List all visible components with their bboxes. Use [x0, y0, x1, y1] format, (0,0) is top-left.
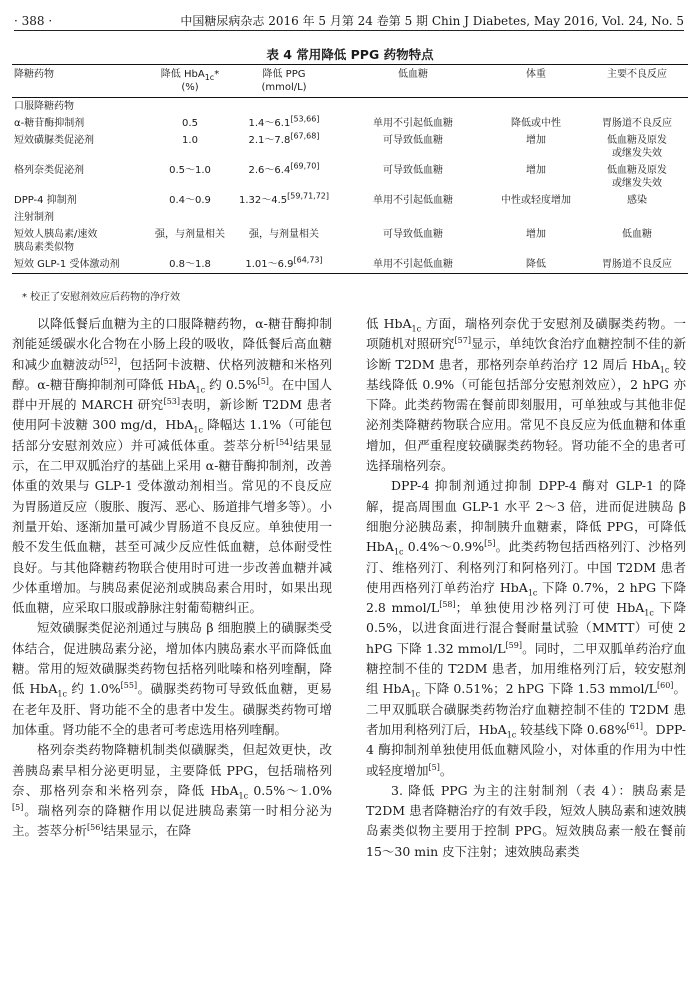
hypoglycemia-value: 单用不引起低血糖 [373, 118, 453, 129]
group-label: 口服降糖药物 [14, 101, 74, 112]
adverse-value: 低血糖及原发 或继发失效 [607, 165, 667, 189]
paragraph: 格列奈类药物降糖机制类似磺脲类，但起效更快，改善胰岛素早相分泌更明显，主要降低 PPG，包括瑞格列奈、那格列奈和米格列奈，降低 HbA$_{1c}$ 0.5%～1.0%[5]。瑞格列奈的降糖作用以促进胰岛素第一时相分泌为主。荟萃分析[56]结果显示，在降 [12, 742, 332, 839]
adverse-value: 低血糖及原发 或继发失效 [607, 135, 667, 159]
adverse-value: 感染 [627, 195, 647, 206]
drug-table [12, 64, 688, 274]
right-column [366, 314, 686, 862]
table-row [12, 226, 688, 256]
table-caption: 表 4 常用降低 PPG 药物特点 [266, 47, 434, 62]
drug-name: 短效磺脲类促泌剂 [14, 135, 94, 146]
ppg-value: 2.1～7.8[67,68] [248, 131, 320, 146]
table-row [12, 192, 688, 209]
ppg-value: 强，与剂量相关 [249, 229, 319, 240]
adverse-value: 低血糖 [622, 229, 652, 240]
table-footnote: * 校正了安慰剂效应后药物的净疗效 [22, 292, 181, 303]
paragraph: DPP-4 抑制剂通过抑制 DPP-4 酶对 GLP-1 的降解，提高周围血 GLP-1 水平 2～3 倍，进而促进胰岛 β 细胞分泌胰岛素，抑制胰升血糖素，降低 PPG，可降低 HbA$_{1c}$ 0.4%～0.9%[5]。此类药物包括西格列汀、沙格列汀、维格列汀、利格列汀和阿格列汀。中国 T2DM 患者使用西格列汀单药治疗 HbA$_{1c}$ 下降 0.7%，2 hPG 下降 2.8 mmol/L[58]；单独使用沙格列汀可使 HbA$_{1c}$ 下降 0.5%，以进食面进行混合餐耐量试验（MMTT）可使 2 hPG 下降 1.32 mmol/L[59]。同时，二甲双胍单药治疗血糖控制不佳的 T2DM 患者，加用维格列汀后，较安慰剂组 HbA$_{1c}$ 下降 0.51%；2 hPG 下降 1.53 mmol/L[60]。二甲双胍联合磺脲类药物治疗血糖控制不佳的 T2DM 患者加用利格列汀后，HbA$_{1c}$ 较基线下降 0.68%[61]。DPP-4 酶抑制剂单独使用低血糖风险小，对体重的作用为中性或轻度增加[5]。 [366, 478, 687, 778]
table-row [12, 132, 688, 162]
hba1c-value: 0.8～1.8 [169, 259, 211, 270]
header-hba1c: 降低 HbA$_{1c}$* (%) [160, 69, 220, 93]
table-row [12, 256, 688, 274]
ppg-value: 1.4～6.1[53,66] [248, 114, 320, 129]
hba1c-value: 1.0 [182, 135, 198, 146]
weight-value: 增加 [526, 229, 546, 240]
weight-value: 增加 [526, 165, 546, 176]
table-header-row [12, 65, 688, 98]
table-group-row [12, 98, 688, 116]
group-label: 注射制剂 [14, 212, 54, 223]
drug-name: DPP-4 抑制剂 [14, 195, 77, 206]
table-group-row [12, 209, 688, 226]
ppg-value: 1.01～6.9[64,73] [245, 255, 323, 270]
ppg-value: 1.32～4.5[59,71,72] [238, 191, 330, 206]
weight-value: 增加 [526, 135, 546, 146]
header-drug: 降糖药物 [14, 69, 54, 80]
hypoglycemia-value: 单用不引起低血糖 [373, 195, 453, 206]
page-number: · 388 · [14, 14, 53, 28]
header-adverse: 主要不良反应 [607, 69, 667, 80]
paragraph: 3. 降低 PPG 为主的注射制剂（表 4）：胰岛素是 T2DM 患者降糖治疗的有效手段，短效人胰岛素和速效胰岛素类似物主要用于控制 PPG。短效胰岛素一般在餐前 15～30 min 皮下注射；速效胰岛素类 [366, 782, 686, 859]
hba1c-value: 0.5～1.0 [169, 165, 211, 176]
hypoglycemia-value: 可导致低血糖 [383, 135, 443, 146]
hba1c-value: 0.4～0.9 [169, 195, 211, 206]
drug-name: 短效人胰岛素/速效 胰岛素类似物 [14, 229, 98, 253]
header-hypoglycemia: 低血糖 [398, 69, 428, 80]
header-weight: 体重 [526, 69, 546, 80]
left-column [12, 314, 332, 842]
drug-name: 格列奈类促泌剂 [14, 165, 84, 176]
paragraph: 以降低餐后血糖为主的口服降糖药物，α-糖苷酶抑制剂能延缓碳水化合物在小肠上段的吸收，降低餐后高血糖和减少血糖波动[52]，包括阿卡波糖、伏格列波糖和米格列醇。α-糖苷酶抑制剂可降低 HbA$_{1c}$ 约 0.5%[5]。在中国人群中开展的 MARCH 研究[53]表明，新诊断 T2DM 患者使用阿卡波糖 300 mg/d，HbA$_{1c}$ 降幅达 1.1%（可能包括部分安慰剂效应）并可减低体重。荟萃分析[54]结果显示，在二甲双胍治疗的基础上采用 α-糖苷酶抑制剂，改善体重的效果与 GLP-1 受体激动剂相当。常见的不良反应为胃肠道反应（腹胀、腹泻、恶心、肠道排气增多等）。小剂量开始、逐渐加量可减少胃肠道不良反应。单独使用一般不发生低血糖，甚至可减少反应性低血糖，总体耐受性良好。与其他降糖药物联合使用时可进一步改善血糖并减少体重增加。与胰岛素促泌剂或胰岛素合用时，如果出现低血糖，应采取口服或静脉注射葡萄糖纠正。 [12, 316, 333, 616]
hypoglycemia-value: 可导致低血糖 [383, 229, 443, 240]
table-body [12, 98, 688, 274]
ppg-value: 2.6～6.4[69,70] [248, 161, 320, 176]
paragraph: 短效磺脲类促泌剂通过与胰岛 β 细胞膜上的磺脲类受体结合，促进胰岛素分泌，增加体内胰岛素水平而降低血糖。常用的短效磺脲类药物包括格列吡嗪和格列喹酮，降低 HbA$_{1c}$ 约 1.0%[55]。磺脲类药物可导致低血糖，更易在老年及肝、肾功能不全的患者中发生。磺脲类药物可增加体重。肾功能不全的患者可考虑选用格列喹酮。 [12, 620, 332, 737]
hba1c-value: 强，与剂量相关 [155, 229, 225, 240]
paragraph: 低 HbA$_{1c}$ 方面，瑞格列奈优于安慰剂及磺脲类药物。一项随机对照研究[57]显示，单纯饮食治疗血糖控制不佳的新诊断 T2DM 患者，那格列奈单药治疗 12 周后 HbA$_{1c}$ 较基线降低 0.9%（可能包括部分安慰剂效应），2 hPG 亦下降。此类药物需在餐前即刻服用，可单独或与其他非促泌剂类降糖药物联合应用。常见不良反应为低血糖和体重增加，但严重程度较磺脲类药物轻。肾功能不全的患者可选择瑞格列奈。 [366, 316, 686, 474]
adverse-value: 胃肠道不良反应 [602, 118, 672, 129]
running-header [14, 12, 684, 31]
hypoglycemia-value: 可导致低血糖 [383, 165, 443, 176]
weight-value: 中性或轻度增加 [501, 195, 571, 206]
drug-name: 短效 GLP-1 受体激动剂 [14, 259, 120, 270]
table-row [12, 162, 688, 192]
journal-citation: 中国糖尿病杂志 2016 年 5 月第 24 卷第 5 期 Chin J Diabetes, May 2016, Vol. 24, No. 5 [180, 14, 684, 28]
header-ppg: 降低 PPG (mmol/L) [261, 69, 307, 93]
drug-name: α-糖苷酶抑制剂 [14, 118, 85, 129]
weight-value: 降低或中性 [511, 118, 561, 129]
adverse-value: 胃肠道不良反应 [602, 259, 672, 270]
hypoglycemia-value: 单用不引起低血糖 [373, 259, 453, 270]
weight-value: 降低 [526, 259, 546, 270]
hba1c-value: 0.5 [182, 118, 198, 129]
table-row [12, 115, 688, 132]
